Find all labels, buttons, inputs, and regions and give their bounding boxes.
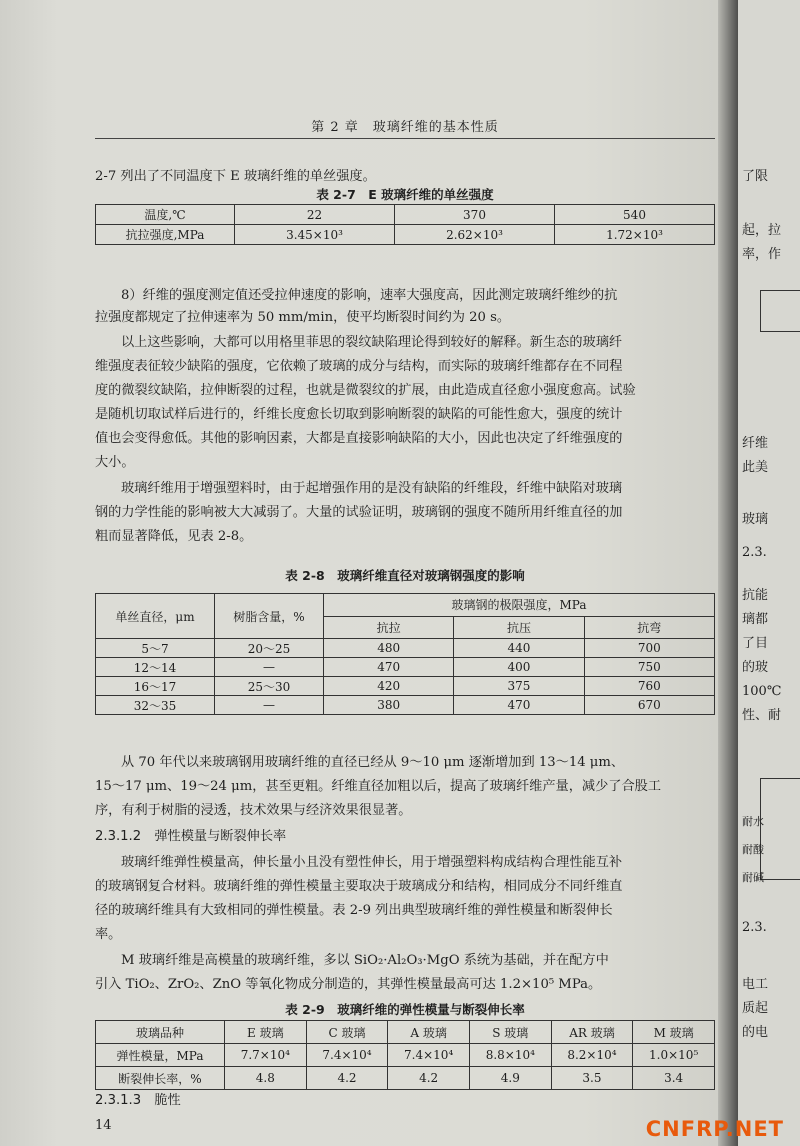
paragraph-line: 从 70 年代以来玻璃钢用玻璃纤维的直径已经从 9～10 μm 逐渐增加到 13～14 μm、 xyxy=(121,755,625,770)
right-page-text: 此美 xyxy=(742,460,769,475)
table-cell: 750 xyxy=(584,658,714,677)
table-cell: 32～35 xyxy=(96,696,215,715)
paragraph-line: 玻璃纤维用于增强塑料时，由于起增强作用的是没有缺陷的纤维段，纤维中缺陷对玻璃 xyxy=(121,481,623,496)
book-gutter xyxy=(718,0,738,1146)
right-table-stub xyxy=(760,290,800,332)
section-heading: 2.3.1.2 弹性模量与断裂伸长率 xyxy=(95,829,287,844)
table-cell: 20～25 xyxy=(215,639,324,658)
table-2-9 xyxy=(95,1020,715,1090)
table-2-8-caption: 表 2-8 玻璃纤维直径对玻璃钢强度的影响 xyxy=(285,568,525,583)
table-cell: 温度,℃ xyxy=(96,205,235,225)
table-row xyxy=(96,1067,715,1090)
right-page-text: 纤维 xyxy=(742,436,769,451)
table-cell: 5～7 xyxy=(96,639,215,658)
right-page-text: 抗能 xyxy=(742,588,769,603)
paragraph-line: 拉强度都规定了拉伸速率为 50 mm/min，使平均断裂时间约为 20 s。 xyxy=(95,310,511,325)
right-page-text: 率，作 xyxy=(742,247,782,262)
right-page-text: 的电 xyxy=(742,1025,769,1040)
table-cell: 470 xyxy=(454,696,584,715)
running-header: 第 2 章 玻璃纤维的基本性质 xyxy=(95,116,715,139)
table-header: 抗压 xyxy=(454,616,584,639)
table-cell: 670 xyxy=(584,696,714,715)
right-page-text: 100℃ xyxy=(742,684,782,699)
table-header: 抗弯 xyxy=(584,616,714,639)
right-page-text: 性、耐 xyxy=(742,708,782,723)
section-heading: 2.3.1.3 脆性 xyxy=(95,1093,181,1108)
table-cell: — xyxy=(215,658,324,677)
right-page-text: 耐碱 xyxy=(742,871,764,884)
table-cell: 3.4 xyxy=(633,1067,715,1090)
table-cell: 断裂伸长率，% xyxy=(96,1067,225,1090)
right-page-text: 2.3. xyxy=(742,920,767,935)
paragraph-line: 值也会变得愈低。其他的影响因素，大都是直接影响缺陷的大小，因此也决定了纤维强度的 xyxy=(95,431,623,446)
table-row xyxy=(96,1021,715,1044)
table-row xyxy=(96,677,715,696)
right-page-text: 质起 xyxy=(742,1001,769,1016)
table-row xyxy=(96,594,715,617)
table-cell: 440 xyxy=(454,639,584,658)
table-header: 单丝直径，μm xyxy=(96,594,215,639)
table-cell: 4.9 xyxy=(469,1067,551,1090)
paragraph-line: 率。 xyxy=(95,927,122,942)
right-page-text: 2.3. xyxy=(742,545,767,560)
table-header: 抗拉 xyxy=(324,616,454,639)
table-cell: 480 xyxy=(324,639,454,658)
table-cell: 抗拉强度,MPa xyxy=(96,225,235,245)
table-2-7 xyxy=(95,204,715,245)
right-page-text: 电工 xyxy=(742,977,769,992)
table-cell: 370 xyxy=(395,205,555,225)
table-row xyxy=(96,205,715,225)
table-cell: 玻璃品种 xyxy=(96,1021,225,1044)
table-row xyxy=(96,639,715,658)
right-page-text: 耐水 xyxy=(742,815,764,828)
table-cell: 3.5 xyxy=(551,1067,633,1090)
table-cell: 375 xyxy=(454,677,584,696)
right-page-text: 玻璃 xyxy=(742,512,769,527)
paragraph-line: 度的微裂纹缺陷，拉伸断裂的过程，也就是微裂纹的扩展，由此造成直径愈小强度愈高。试验 xyxy=(95,383,636,398)
right-page-text: 了限 xyxy=(742,169,769,184)
table-cell: 760 xyxy=(584,677,714,696)
table-header: 玻璃钢的极限强度，MPa xyxy=(324,594,715,617)
table-cell: 420 xyxy=(324,677,454,696)
paragraph-line: 大小。 xyxy=(95,455,135,470)
table-row xyxy=(96,225,715,245)
right-page-text: 起，拉 xyxy=(742,223,782,238)
paragraph-line: 玻璃纤维弹性模量高，伸长量小且没有塑性伸长，用于增强塑料构成结构合理性能互补 xyxy=(121,855,623,870)
table-cell: 1.0×10⁵ xyxy=(633,1044,715,1067)
table-header: 树脂含量，% xyxy=(215,594,324,639)
table-cell: 7.4×10⁴ xyxy=(306,1044,388,1067)
table-cell: 2.62×10³ xyxy=(395,225,555,245)
table-cell: 4.2 xyxy=(388,1067,470,1090)
table-row xyxy=(96,658,715,677)
table-cell: 3.45×10³ xyxy=(235,225,395,245)
table-row xyxy=(96,1044,715,1067)
table-cell: 540 xyxy=(555,205,715,225)
table-cell: C 玻璃 xyxy=(306,1021,388,1044)
paragraph-line: 径的玻璃纤维具有大致相同的弹性模量。表 2-9 列出典型玻璃纤维的弹性模量和断裂伸长 xyxy=(95,903,613,918)
paragraph-line: 引入 TiO₂、ZrO₂、ZnO 等氧化物成分制造的，其弹性模量最高可达 1.2×10⁵ MPa。 xyxy=(95,977,602,992)
table-cell: 380 xyxy=(324,696,454,715)
right-table-stub xyxy=(760,778,800,880)
right-page-text: 璃都 xyxy=(742,612,769,627)
paragraph-line: 是随机切取试样后进行的，纤维长度愈长切取到影响断裂的缺陷的可能性愈大，强度的统计 xyxy=(95,407,623,422)
table-cell: 16～17 xyxy=(96,677,215,696)
paragraph-line: 序，有利于树脂的浸透，技术效果与经济效果很显著。 xyxy=(95,803,412,818)
paragraph-line: 8）纤维的强度测定值还受拉伸速度的影响，速率大强度高，因此测定玻璃纤维纱的抗 xyxy=(121,288,618,303)
right-page-fragment xyxy=(738,0,800,1146)
table-cell: 4.8 xyxy=(225,1067,307,1090)
right-page-text: 了目 xyxy=(742,636,769,651)
table-cell: A 玻璃 xyxy=(388,1021,470,1044)
right-page-text: 的玻 xyxy=(742,660,769,675)
table-cell: E 玻璃 xyxy=(225,1021,307,1044)
table-cell: 弹性模量，MPa xyxy=(96,1044,225,1067)
right-page-text: 耐酸 xyxy=(742,843,764,856)
paragraph-line: 粗而显著降低，见表 2-8。 xyxy=(95,529,253,544)
paragraph-line: 15～17 μm、19～24 μm，甚至更粗。纤维直径加粗以后，提高了玻璃纤维产量，减少了合股工 xyxy=(95,779,662,794)
table-cell: 1.72×10³ xyxy=(555,225,715,245)
paragraph-line: 钢的力学性能的影响被大大减弱了。大量的试验证明，玻璃钢的强度不随所用纤维直径的加 xyxy=(95,505,623,520)
table-cell: 8.8×10⁴ xyxy=(469,1044,551,1067)
paragraph-line: M 玻璃纤维是高模量的玻璃纤维，多以 SiO₂·Al₂O₃·MgO 系统为基础，并在配方中 xyxy=(121,953,609,968)
table-cell: 25～30 xyxy=(215,677,324,696)
table-cell: 4.2 xyxy=(306,1067,388,1090)
table-cell: 470 xyxy=(324,658,454,677)
table-cell: 22 xyxy=(235,205,395,225)
table-cell: S 玻璃 xyxy=(469,1021,551,1044)
paragraph-line: 的玻璃钢复合材料。玻璃纤维的弹性模量主要取决于玻璃成分和结构，相同成分不同纤维直 xyxy=(95,879,623,894)
table-cell: 700 xyxy=(584,639,714,658)
table-cell: — xyxy=(215,696,324,715)
table-cell: 12～14 xyxy=(96,658,215,677)
table-cell: 7.7×10⁴ xyxy=(225,1044,307,1067)
table-2-7-caption: 表 2-7 E 玻璃纤维的单丝强度 xyxy=(316,187,494,202)
table-row xyxy=(96,696,715,715)
table-cell: 8.2×10⁴ xyxy=(551,1044,633,1067)
page-number: 14 xyxy=(95,1118,112,1133)
intro-line: 2-7 列出了不同温度下 E 玻璃纤维的单丝强度。 xyxy=(95,169,376,184)
table-2-8 xyxy=(95,593,715,715)
table-cell: M 玻璃 xyxy=(633,1021,715,1044)
paragraph-line: 维强度表征较少缺陷的强度，它依赖了玻璃的成分与结构，而实际的玻璃纤维都存在不同程 xyxy=(95,359,623,374)
paragraph-line: 以上这些影响，大都可以用格里菲思的裂纹缺陷理论得到较好的解释。新生态的玻璃纤 xyxy=(121,335,623,350)
table-cell: 400 xyxy=(454,658,584,677)
table-cell: AR 玻璃 xyxy=(551,1021,633,1044)
site-watermark: CNFRP.NET xyxy=(645,1117,784,1141)
table-cell: 7.4×10⁴ xyxy=(388,1044,470,1067)
table-2-9-caption: 表 2-9 玻璃纤维的弹性模量与断裂伸长率 xyxy=(285,1002,525,1017)
